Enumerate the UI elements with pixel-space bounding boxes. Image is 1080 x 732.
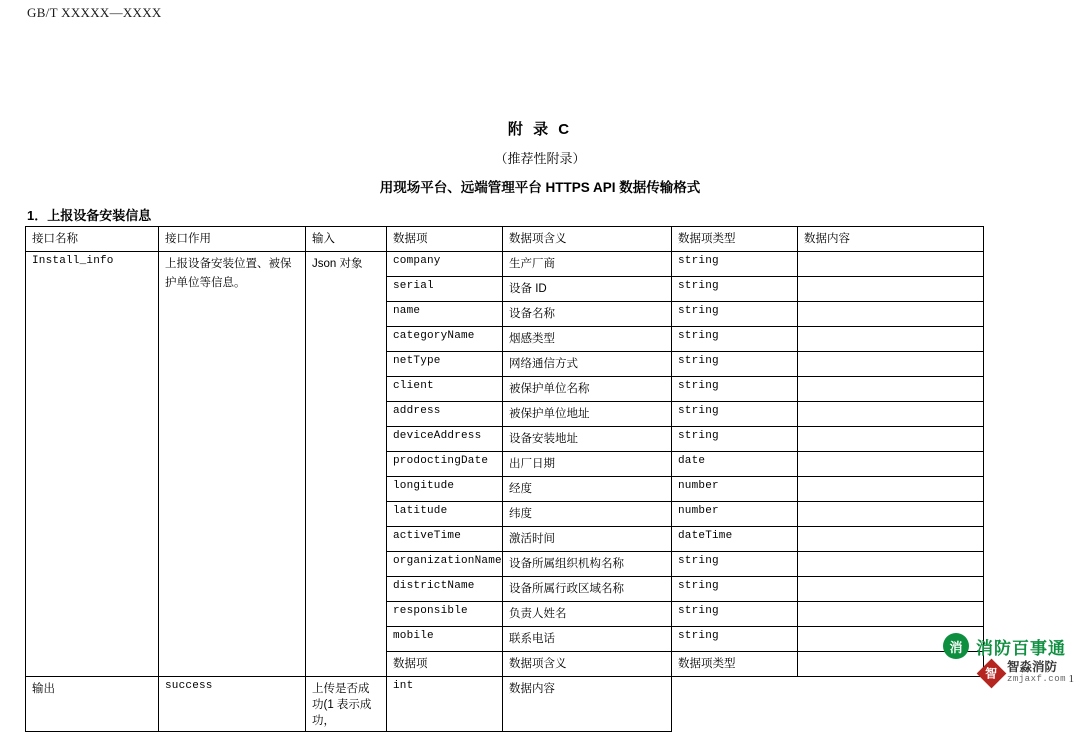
cell-data-meaning: 烟感类型: [503, 327, 672, 352]
cell-data-type: dateTime: [672, 527, 798, 552]
cell-data-content: [798, 402, 984, 427]
cell-data-type: string: [672, 302, 798, 327]
cell-data-content: [798, 502, 984, 527]
cell-data-type: number: [672, 477, 798, 502]
cell-data-meaning: 负责人姓名: [503, 602, 672, 627]
cell-data-item: success: [159, 677, 306, 732]
cell-data-content: [798, 427, 984, 452]
title-description: 用现场平台、远端管理平台 HTTPS API 数据传输格式: [379, 180, 701, 195]
cell-data-content: [798, 302, 984, 327]
cell-data-item: prodoctingDate: [387, 452, 503, 477]
cell-data-meaning: 被保护单位名称: [503, 377, 672, 402]
cell-data-item: organizationName: [387, 552, 503, 577]
fire-logo-icon: 消: [943, 633, 969, 659]
cell-data-content: [798, 602, 984, 627]
cell-data-type: string: [672, 277, 798, 302]
cell-data-item: latitude: [387, 502, 503, 527]
cell-data-item: deviceAddress: [387, 427, 503, 452]
column-header-interface-purpose: 接口作用: [159, 227, 306, 252]
cell-data-type: date: [672, 452, 798, 477]
cell-data-meaning: 出厂日期: [503, 452, 672, 477]
cell-data-meaning: 设备名称: [503, 302, 672, 327]
page-title: 附 录 C: [507, 121, 573, 138]
cell-data-item: districtName: [387, 577, 503, 602]
column-header-data-meaning: 数据项含义: [503, 227, 672, 252]
cell-data-type: string: [672, 377, 798, 402]
cell-data-item: categoryName: [387, 327, 503, 352]
cell-data-meaning: 经度: [503, 477, 672, 502]
column-header-input: 输入: [306, 227, 387, 252]
cell-data-item: netType: [387, 352, 503, 377]
badge-letter: 智: [985, 666, 998, 681]
cell-data-content: [798, 527, 984, 552]
cell-data-meaning: 激活时间: [503, 527, 672, 552]
cell-data-meaning: 生产厂商: [503, 252, 672, 277]
page-number: 1: [1068, 673, 1074, 685]
cell-data-type: int: [387, 677, 503, 732]
standard-header: GB/T XXXXX—XXXX: [27, 5, 162, 20]
table-row-output: [26, 677, 984, 732]
cell-data-content: [798, 352, 984, 377]
cell-data-content: 数据内容: [503, 677, 672, 732]
section-heading: 1．上报设备安装信息: [27, 208, 152, 223]
column-header-data-content: 数据内容: [798, 227, 984, 252]
cell-input-label: Json 对象: [306, 252, 387, 677]
cell-data-meaning: 设备所属组织机构名称: [503, 552, 672, 577]
appendix-title-block: [0, 118, 1080, 196]
table-row: [26, 252, 984, 277]
watermark-secondary: [981, 661, 1066, 685]
cell-data-item: longitude: [387, 477, 503, 502]
cell-data-item: name: [387, 302, 503, 327]
cell-data-meaning: 设备安装地址: [503, 427, 672, 452]
cell-data-type: string: [672, 627, 798, 652]
cell-data-type: string: [672, 402, 798, 427]
column-header-interface-name: 接口名称: [26, 227, 159, 252]
cell-data-content: [798, 277, 984, 302]
title-subtitle: （推荐性附录）: [494, 151, 586, 166]
diamond-badge-icon: [977, 658, 1007, 688]
watermark-secondary-label: 智淼消防: [1006, 660, 1057, 675]
cell-data-meaning: 数据项含义: [503, 652, 672, 677]
cell-output-label: 输出: [26, 677, 159, 732]
cell-data-type: string: [672, 252, 798, 277]
column-header-data-item: 数据项: [387, 227, 503, 252]
cell-data-type: string: [672, 427, 798, 452]
cell-data-content: [798, 477, 984, 502]
cell-data-content: [798, 252, 984, 277]
cell-data-meaning: 上传是否成功(1 表示成功，: [306, 677, 387, 732]
cell-data-item: company: [387, 252, 503, 277]
cell-data-item: responsible: [387, 602, 503, 627]
cell-data-content: [798, 577, 984, 602]
cell-data-meaning: 网络通信方式: [503, 352, 672, 377]
cell-data-type: string: [672, 602, 798, 627]
cell-data-content: [798, 377, 984, 402]
column-header-data-type: 数据项类型: [672, 227, 798, 252]
cell-data-type: string: [672, 352, 798, 377]
cell-data-content: [798, 452, 984, 477]
cell-data-content: [798, 552, 984, 577]
cell-interface-name: Install_info: [26, 252, 159, 677]
cell-data-meaning: 设备 ID: [503, 277, 672, 302]
cell-data-type: string: [672, 327, 798, 352]
cell-data-item: serial: [387, 277, 503, 302]
watermark-brand: [943, 633, 1066, 659]
cell-data-meaning: 设备所属行政区域名称: [503, 577, 672, 602]
cell-data-meaning: 被保护单位地址: [503, 402, 672, 427]
watermark-secondary-url: zmjaxf.com: [1006, 674, 1066, 685]
cell-data-meaning: 联系电话: [503, 627, 672, 652]
table-header-row: [26, 227, 984, 252]
api-data-table: [25, 226, 984, 732]
cell-data-item: address: [387, 402, 503, 427]
cell-data-type: string: [672, 577, 798, 602]
cell-data-content: [798, 327, 984, 352]
cell-data-item: 数据项: [387, 652, 503, 677]
watermark-secondary-lines: [1007, 661, 1066, 685]
cell-data-meaning: 纬度: [503, 502, 672, 527]
cell-data-item: mobile: [387, 627, 503, 652]
cell-data-item: activeTime: [387, 527, 503, 552]
cell-data-item: client: [387, 377, 503, 402]
cell-data-type: string: [672, 552, 798, 577]
cell-data-type: number: [672, 502, 798, 527]
cell-interface-purpose: 上报设备安装位置、被保护单位等信息。: [159, 252, 306, 677]
cell-data-type: 数据项类型: [672, 652, 798, 677]
watermark-brand-label: 消防百事通: [976, 638, 1066, 658]
